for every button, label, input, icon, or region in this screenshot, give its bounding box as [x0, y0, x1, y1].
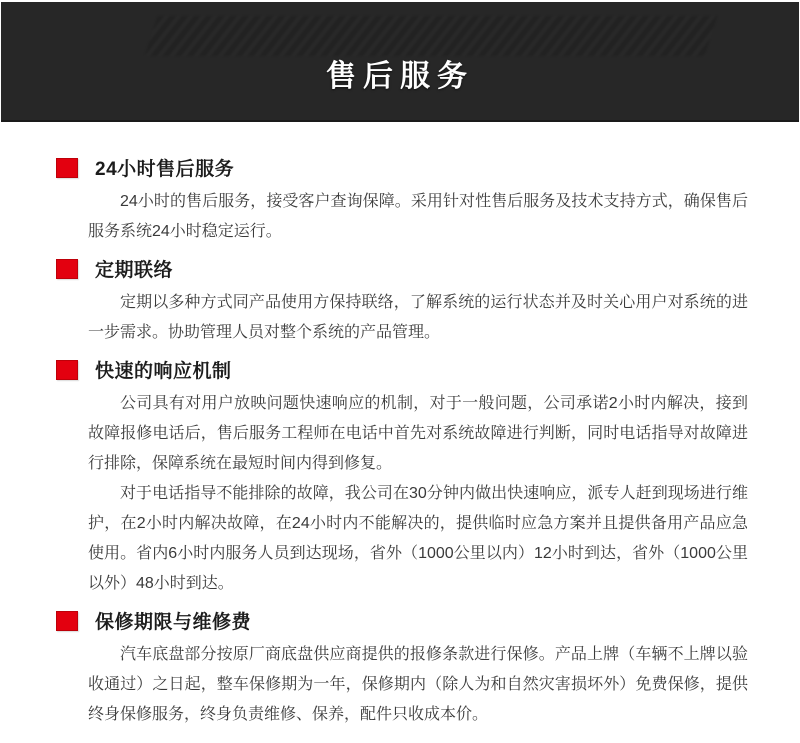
section-paragraph: 公司具有对用户放映问题快速响应的机制，对于一般问题，公司承诺2小时内解决，接到故障报修电话后，售后服务工程师在电话中首先对系统故障进行判断，同时电话指导对故障进行排除，保障系统在最短时间内得到修复。: [88, 395, 748, 472]
red-square-bullet-icon: [56, 158, 78, 178]
section-24h-service: [56, 154, 748, 247]
section-regular-contact: [56, 255, 748, 348]
section-heading-label: 快速的响应机制: [95, 361, 232, 382]
red-square-bullet-icon: [56, 611, 78, 631]
header-watermark: [145, 16, 718, 56]
section-heading: [56, 154, 748, 181]
page: [0, 2, 800, 743]
section-paragraph: 汽车底盘部分按原厂商底盘供应商提供的报修条款进行保修。产品上牌（车辆不上牌以验收通过）之日起，整车保修期为一年，保修期内（除人为和自然灾害损坏外）免费保修，提供终身保修服务，终身负责维修、保养，配件只收成本价。: [88, 646, 748, 723]
page-title: 售后服务: [326, 60, 474, 93]
section-heading: [56, 607, 748, 634]
section-warranty: [56, 607, 748, 730]
red-square-bullet-icon: [56, 259, 78, 279]
section-heading-label: 24小时售后服务: [95, 159, 235, 180]
section-paragraph: 24小时的售后服务，接受客户查询保障。采用针对性售后服务及技术支持方式，确保售后服务系统24小时稳定运行。: [88, 193, 748, 240]
section-paragraph: 对于电话指导不能排除的故障，我公司在30分钟内做出快速响应，派专人赶到现场进行维护，在2小时内解决故障，在24小时内不能解决的，提供临时应急方案并且提供备用产品应急使用。省内6小时内服务人员到达现场，省外（1000公里以内）12小时到达，省外（1000公里以外）48小时到达。: [88, 485, 748, 592]
section-heading-label: 定期联络: [95, 260, 174, 281]
page-header: [1, 2, 799, 122]
section-paragraph: 定期以多种方式同产品使用方保持联络，了解系统的运行状态并及时关心用户对系统的进一步需求。协助管理人员对整个系统的产品管理。: [88, 294, 748, 341]
section-rapid-response: [56, 356, 748, 599]
red-square-bullet-icon: [56, 360, 78, 380]
section-heading: [56, 356, 748, 383]
content: [0, 122, 800, 730]
section-heading-label: 保修期限与维修费: [95, 612, 252, 633]
section-heading: [56, 255, 748, 282]
